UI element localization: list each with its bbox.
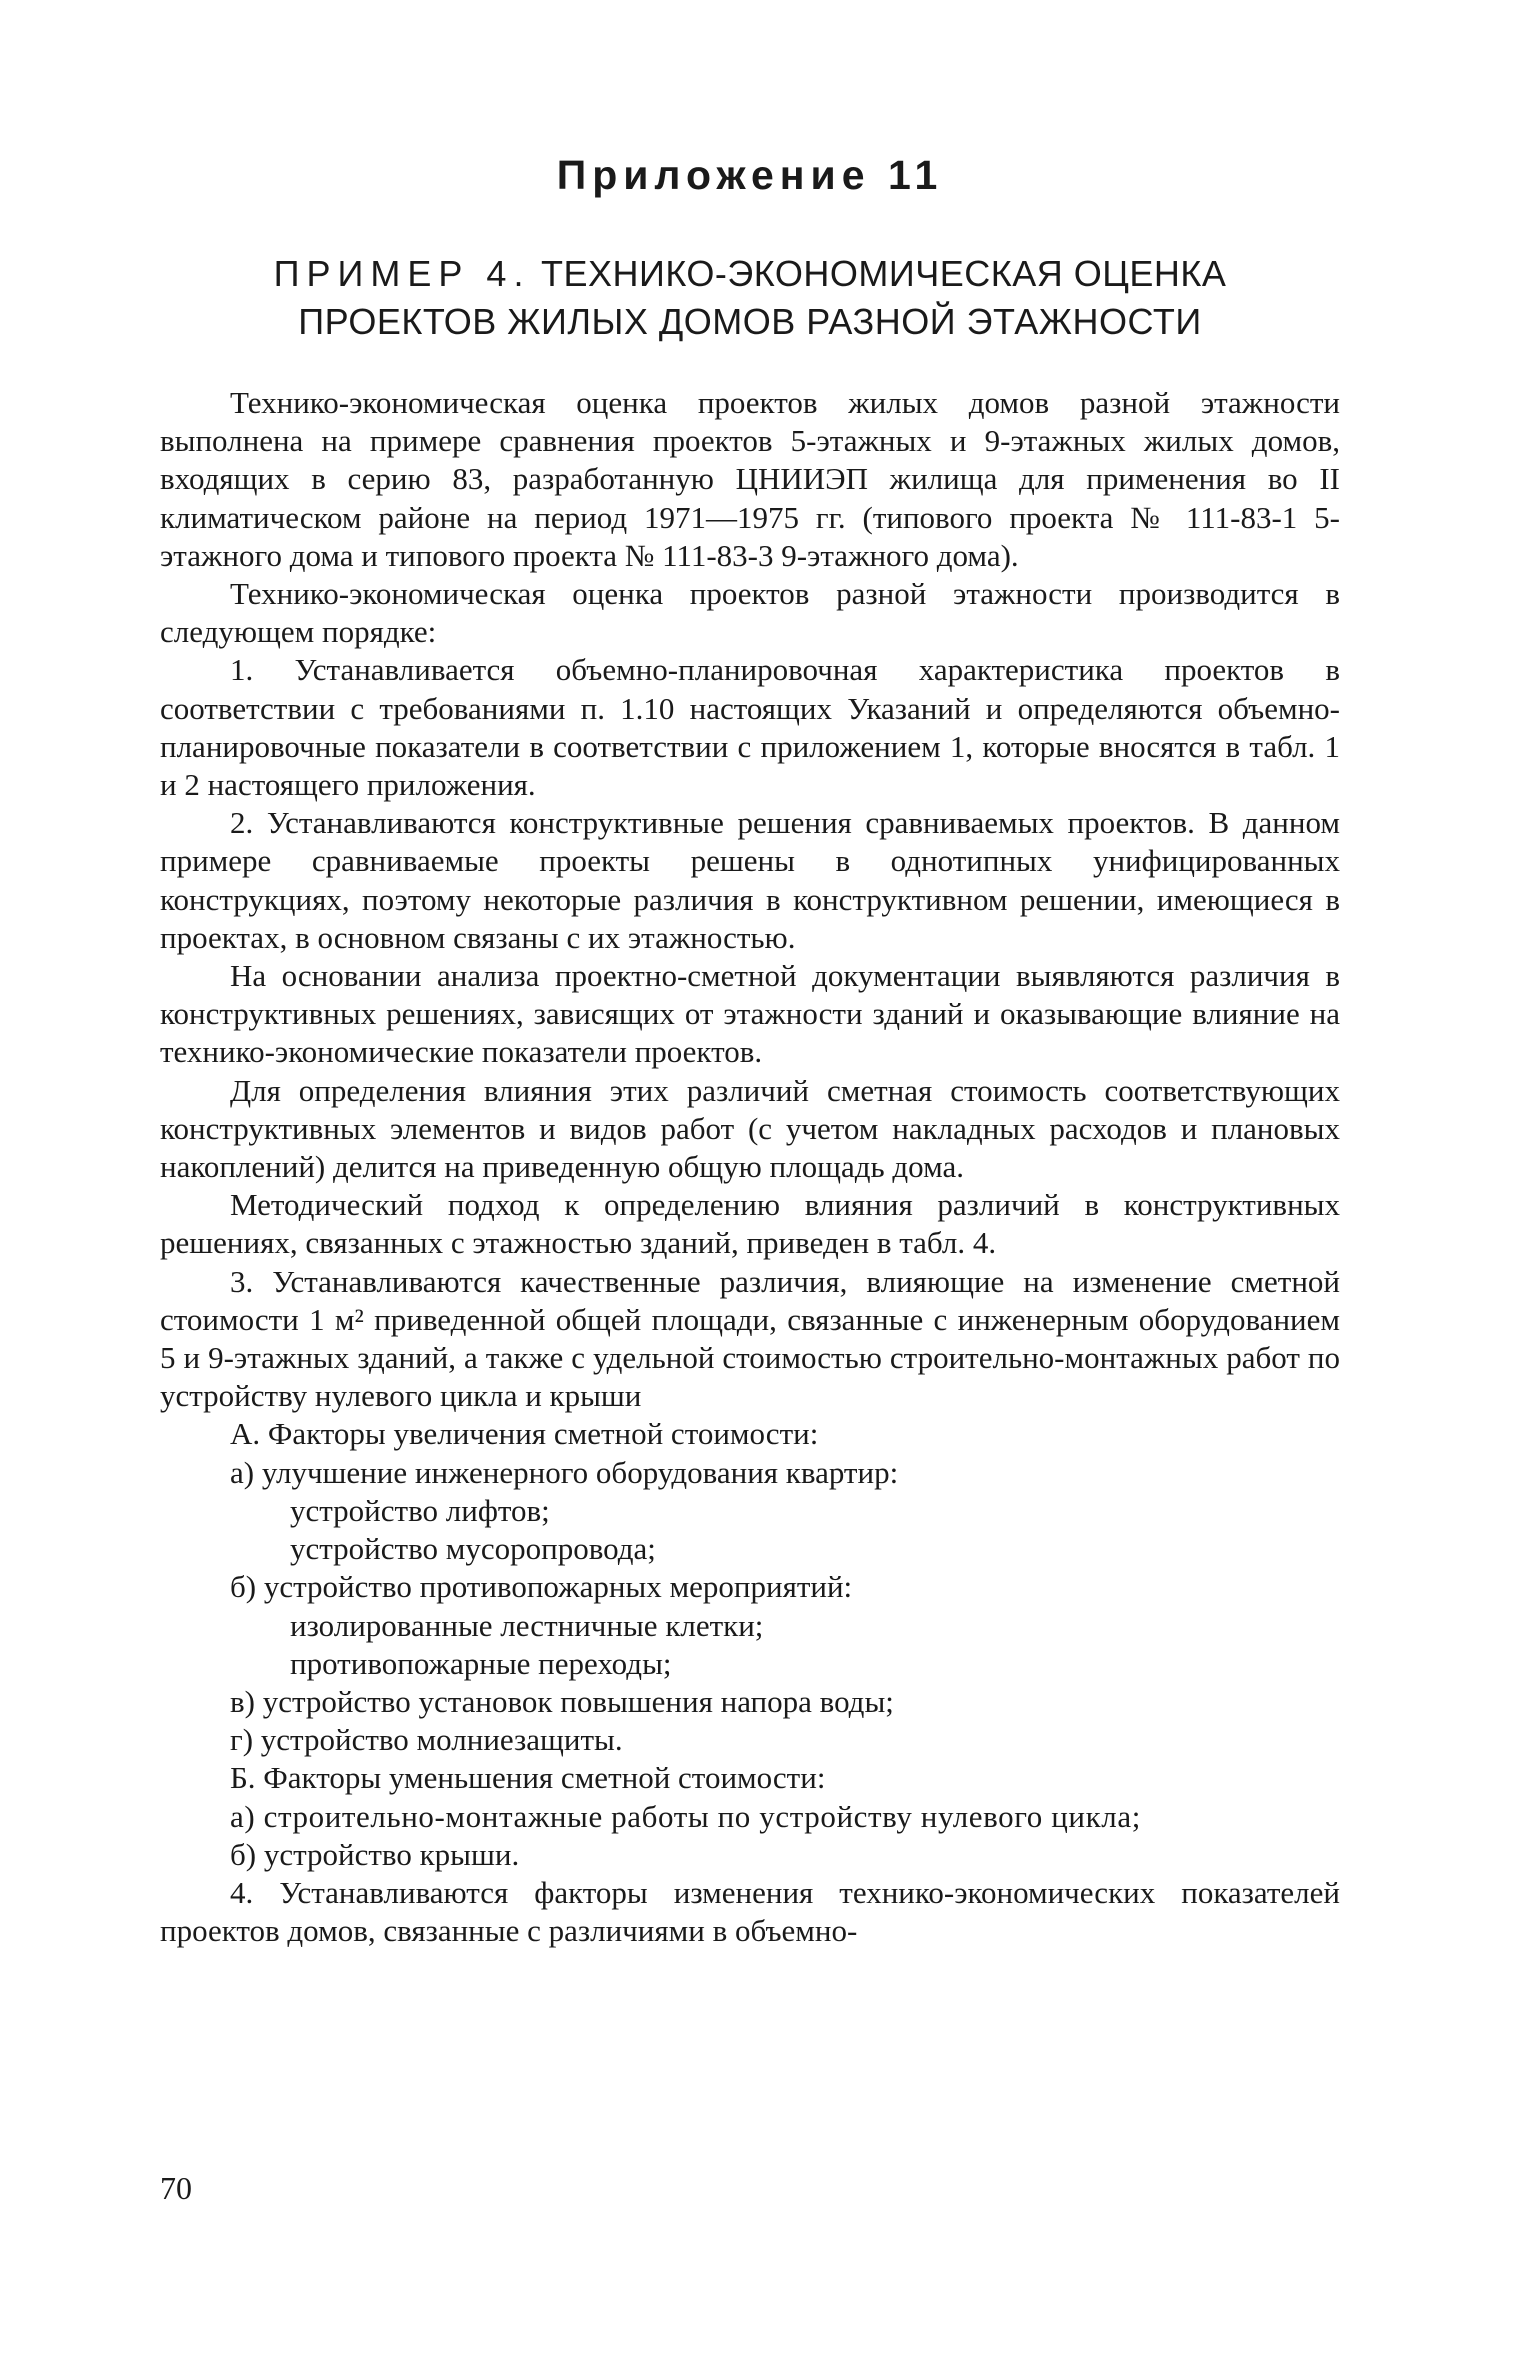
page-number: 70 xyxy=(160,2170,192,2206)
factor-subitem-stairs: изолированные лестничные клетки; xyxy=(290,1607,764,1643)
factor-decrease-a: а) строительно-монтажные работы по устройству нулевого цикла; xyxy=(230,1798,1141,1834)
section-heading xyxy=(160,250,1340,346)
factor-item-a: а) улучшение инженерного оборудования квартир: xyxy=(230,1454,899,1490)
factor-decrease-b: б) устройство крыши. xyxy=(230,1836,520,1872)
paragraph-step-3: 3. Устанавливаются качественные различия, влияющие на изменение сметной стоимости 1 м² приведенной общей площади, связанные с инженерным оборудованием 5 и 9-этажных зданий, а также с удельной стоимостью строительно-монтажных работ по устройству нулевого цикла и крыши xyxy=(160,1263,1340,1414)
example-label: ПРИМЕР 4. xyxy=(273,253,531,294)
paragraph-cost: Для определения влияния этих различий сметная стоимость соответствующих конструктивных элементов и видов работ (с учетом накладных расходов и плановых накоплений) делится на приведенную общую площадь дома. xyxy=(160,1072,1340,1185)
factor-item-b: б) устройство противопожарных мероприятий: xyxy=(230,1569,853,1605)
paragraph-step-1: 1. Устанавливается объемно-планировочная характеристика проектов в соответствии с требованиями п. 1.10 настоящих Указаний и определяются объемно-планировочные показатели в соответствии с приложением 1, которые вносятся в табл. 1 и 2 настоящего приложения. xyxy=(160,652,1340,803)
paragraph-intro: Технико-экономическая оценка проектов жилых домов разной этажности выполнена на примере сравнения проектов 5-этажных и 9-этажных жилых домов, входящих в серию 83, разработанную ЦНИИЭП жилища для применения во II климатическом районе на период 1971—1975 гг. (типового проекта № 111-83-1 5-этажного дома и типового проекта № 111-83-3 9-этажного дома). xyxy=(160,385,1340,573)
heading-line-1: ТЕХНИКО-ЭКОНОМИЧЕСКАЯ ОЦЕНКА xyxy=(540,253,1227,294)
paragraph-step-4: 4. Устанавливаются факторы изменения технико-экономических показателей проектов домов, связанные с различиями в объемно- xyxy=(160,1874,1340,1949)
factor-item-d: г) устройство молниезащиты. xyxy=(230,1722,623,1758)
factor-subitem-passages: противопожарные переходы; xyxy=(290,1645,672,1681)
factor-item-c: в) устройство установок повышения напора воды; xyxy=(230,1683,894,1719)
factors-decrease-title: Б. Факторы уменьшения сметной стоимости: xyxy=(230,1760,826,1796)
factor-subitem-chute: устройство мусоропровода; xyxy=(290,1531,656,1567)
paragraph-order: Технико-экономическая оценка проектов разной этажности производится в следующем порядке: xyxy=(160,576,1340,650)
body-text xyxy=(160,384,1340,1950)
paragraph-step-2: 2. Устанавливаются конструктивные решения сравниваемых проектов. В данном примере сравниваемые проекты решены в однотипных унифицированных конструкциях, поэтому некоторые различия в конструктивном решении, имеющиеся в проектах, в основном связаны с их этажностью. xyxy=(160,805,1340,955)
document-page xyxy=(160,150,1340,2300)
paragraph-method: Методический подход к определению влияния различий в конструктивных решениях, связанных с этажностью зданий, приведен в табл. 4. xyxy=(160,1187,1340,1261)
appendix-title: Приложение 11 xyxy=(556,152,944,198)
factor-subitem-lifts: устройство лифтов; xyxy=(290,1492,550,1528)
paragraph-analysis: На основании анализа проектно-сметной документации выявляются различия в конструктивных решениях, зависящих от этажности зданий и оказывающие влияние на технико-экономические показатели проектов. xyxy=(160,958,1340,1070)
heading-line-2: ПРОЕКТОВ ЖИЛЫХ ДОМОВ РАЗНОЙ ЭТАЖНОСТИ xyxy=(298,301,1202,342)
factors-increase-title: А. Факторы увеличения сметной стоимости: xyxy=(230,1416,819,1452)
